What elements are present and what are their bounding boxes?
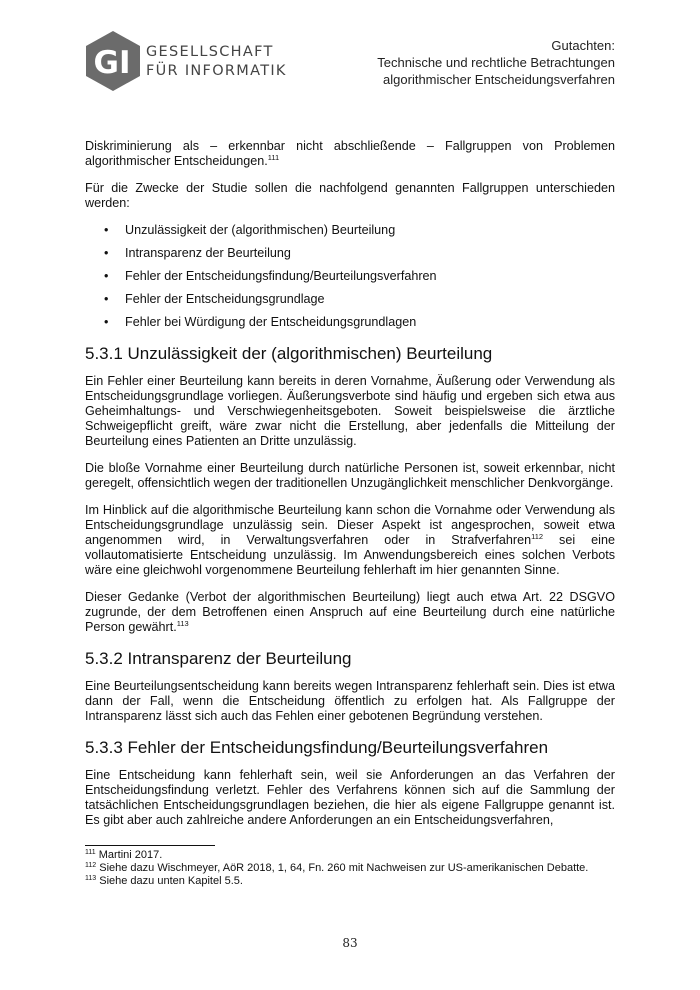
section-5-3-1-paragraph-4: Dieser Gedanke (Verbot der algorithmischen Beurteilung) liegt auch etwa Art. 22 DSGVO zugrunde, der dem Betroffenen einen Anspruch auf eine Beurteilung durch eine natürliche Person gewährt.$^{113}$ — [85, 590, 615, 634]
section-5-3-1-paragraph-1: Ein Fehler einer Beurteilung kann bereits in deren Vornahme, Äußerung oder Verwendung als Entscheidungsgrundlage vorliegen. Äußerungsverbote sind häufig und ergeben sich etwa aus Geheimhaltungs- und Verschwiegenheitsgeboten. Soweit beispielsweise die ärztliche Schweigepflicht greift, wäre zwar nicht die Erstellung, aber jedenfalls die Mitteilung der Beurteilung eines Patienten an Dritte unzulässig. — [85, 374, 615, 448]
bullet-icon: • — [104, 223, 109, 237]
footnote-113: $^{113}$ Siehe dazu unten Kapitel 5.5. — [85, 875, 243, 887]
footnote-ref-111: 111 — [267, 153, 280, 162]
title-line-3: algorithmischer Entscheidungsverfahren — [383, 72, 615, 87]
heading-5-3-2: 5.3.2 Intransparenz der Beurteilung — [85, 649, 352, 668]
intro-paragraph-2: Für die Zwecke der Studie sollen die nachfolgend genannten Fallgruppen unterschieden werden: — [85, 181, 615, 210]
list-item: • Unzulässigkeit der (algorithmischen) Beurteilung — [104, 223, 396, 237]
heading-5-3-1: 5.3.1 Unzulässigkeit der (algorithmischen) Beurteilung — [85, 344, 493, 363]
case-group-list — [85, 223, 615, 330]
footnote-ref-112: 112 — [531, 532, 544, 541]
footnote-ref-113: 113 — [176, 619, 189, 628]
organization-name — [146, 43, 287, 81]
list-item: • Intransparenz der Beurteilung — [104, 246, 291, 260]
gi-logo-icon — [83, 30, 143, 92]
list-item: • Fehler der Entscheidungsgrundlage — [104, 292, 325, 306]
footnotes — [85, 849, 615, 888]
section-5-3-2-paragraph-1: Eine Beurteilungsentscheidung kann bereits wegen Intransparenz fehlerhaft sein. Dies ist etwa dann der Fall, wenn die Entscheidung öffentlich zu erfolgen hat. Als Fallgruppe der Intransparenz lässt sich auch das Fehlen einer gebotenen Begründung verstehen. — [85, 679, 615, 723]
org-line-2: FÜR INFORMATIK — [146, 63, 287, 79]
footnote-divider — [85, 845, 215, 846]
title-line-1: Gutachten: — [551, 38, 615, 53]
document-title — [295, 37, 615, 88]
section-5-3-3-paragraph-1: Eine Entscheidung kann fehlerhaft sein, weil sie Anforderungen an das Verfahren der Entscheidungsfindung verletzt. Fehler des Verfahrens können sich auf die Sammlung der tatsächlichen Entscheidungsgrundlagen beziehen, die hier als eigene Fallgruppe genannt ist. Es gibt aber auch zahlreiche andere Anforderungen an ein Entscheidungsverfahren, — [85, 768, 615, 827]
page-header — [0, 0, 700, 110]
list-item: • Fehler der Entscheidungsfindung/Beurteilungsverfahren — [104, 269, 437, 283]
footnote-111: $^{111}$ Martini 2017. — [85, 849, 163, 861]
section-5-3-1-paragraph-2: Die bloße Vornahme einer Beurteilung durch natürliche Personen ist, soweit erkennbar, nicht geregelt, offensichtlich wegen der traditionellen Unzugänglichkeit menschlicher Denkvorgänge. — [85, 461, 615, 490]
bullet-icon: • — [104, 246, 109, 260]
logo-text: GI — [93, 45, 131, 81]
bullet-icon: • — [104, 292, 109, 306]
page-body — [85, 139, 615, 840]
footnote-112: $^{112}$ Siehe dazu Wischmeyer, AöR 2018, 1, 64, Fn. 260 mit Nachweisen zur US-amerikanischen Debatte. — [85, 862, 589, 874]
org-line-1: GESELLSCHAFT — [146, 44, 274, 60]
page-number: 83 — [342, 936, 358, 950]
list-item: • Fehler bei Würdigung der Entscheidungsgrundlagen — [104, 315, 417, 329]
intro-paragraph-1: Diskriminierung als – erkennbar nicht abschließende – Fallgruppen von Problemen algorithmischer Entscheidungen.$^{111}$ — [85, 139, 615, 168]
title-line-2: Technische und rechtliche Betrachtungen — [377, 55, 615, 70]
bullet-icon: • — [104, 315, 109, 329]
section-5-3-1-paragraph-3: Im Hinblick auf die algorithmische Beurteilung kann schon die Vornahme oder Verwendung als Entscheidungsgrundlage unzulässig sein. Dieser Aspekt ist angesprochen, soweit etwa angenommen wird, in Verwaltungsverfahren oder in Strafverfahren$^{112}$ sei eine vollautomatisierte Entscheidung unzulässig. Im Anwendungsbereich eines solchen Verbots wäre eine gleichwohl vorgenommene Beurteilung fehlerhaft im hier genannten Sinne. — [85, 503, 615, 577]
heading-5-3-3: 5.3.3 Fehler der Entscheidungsfindung/Beurteilungsverfahren — [85, 738, 549, 757]
bullet-icon: • — [104, 269, 109, 283]
